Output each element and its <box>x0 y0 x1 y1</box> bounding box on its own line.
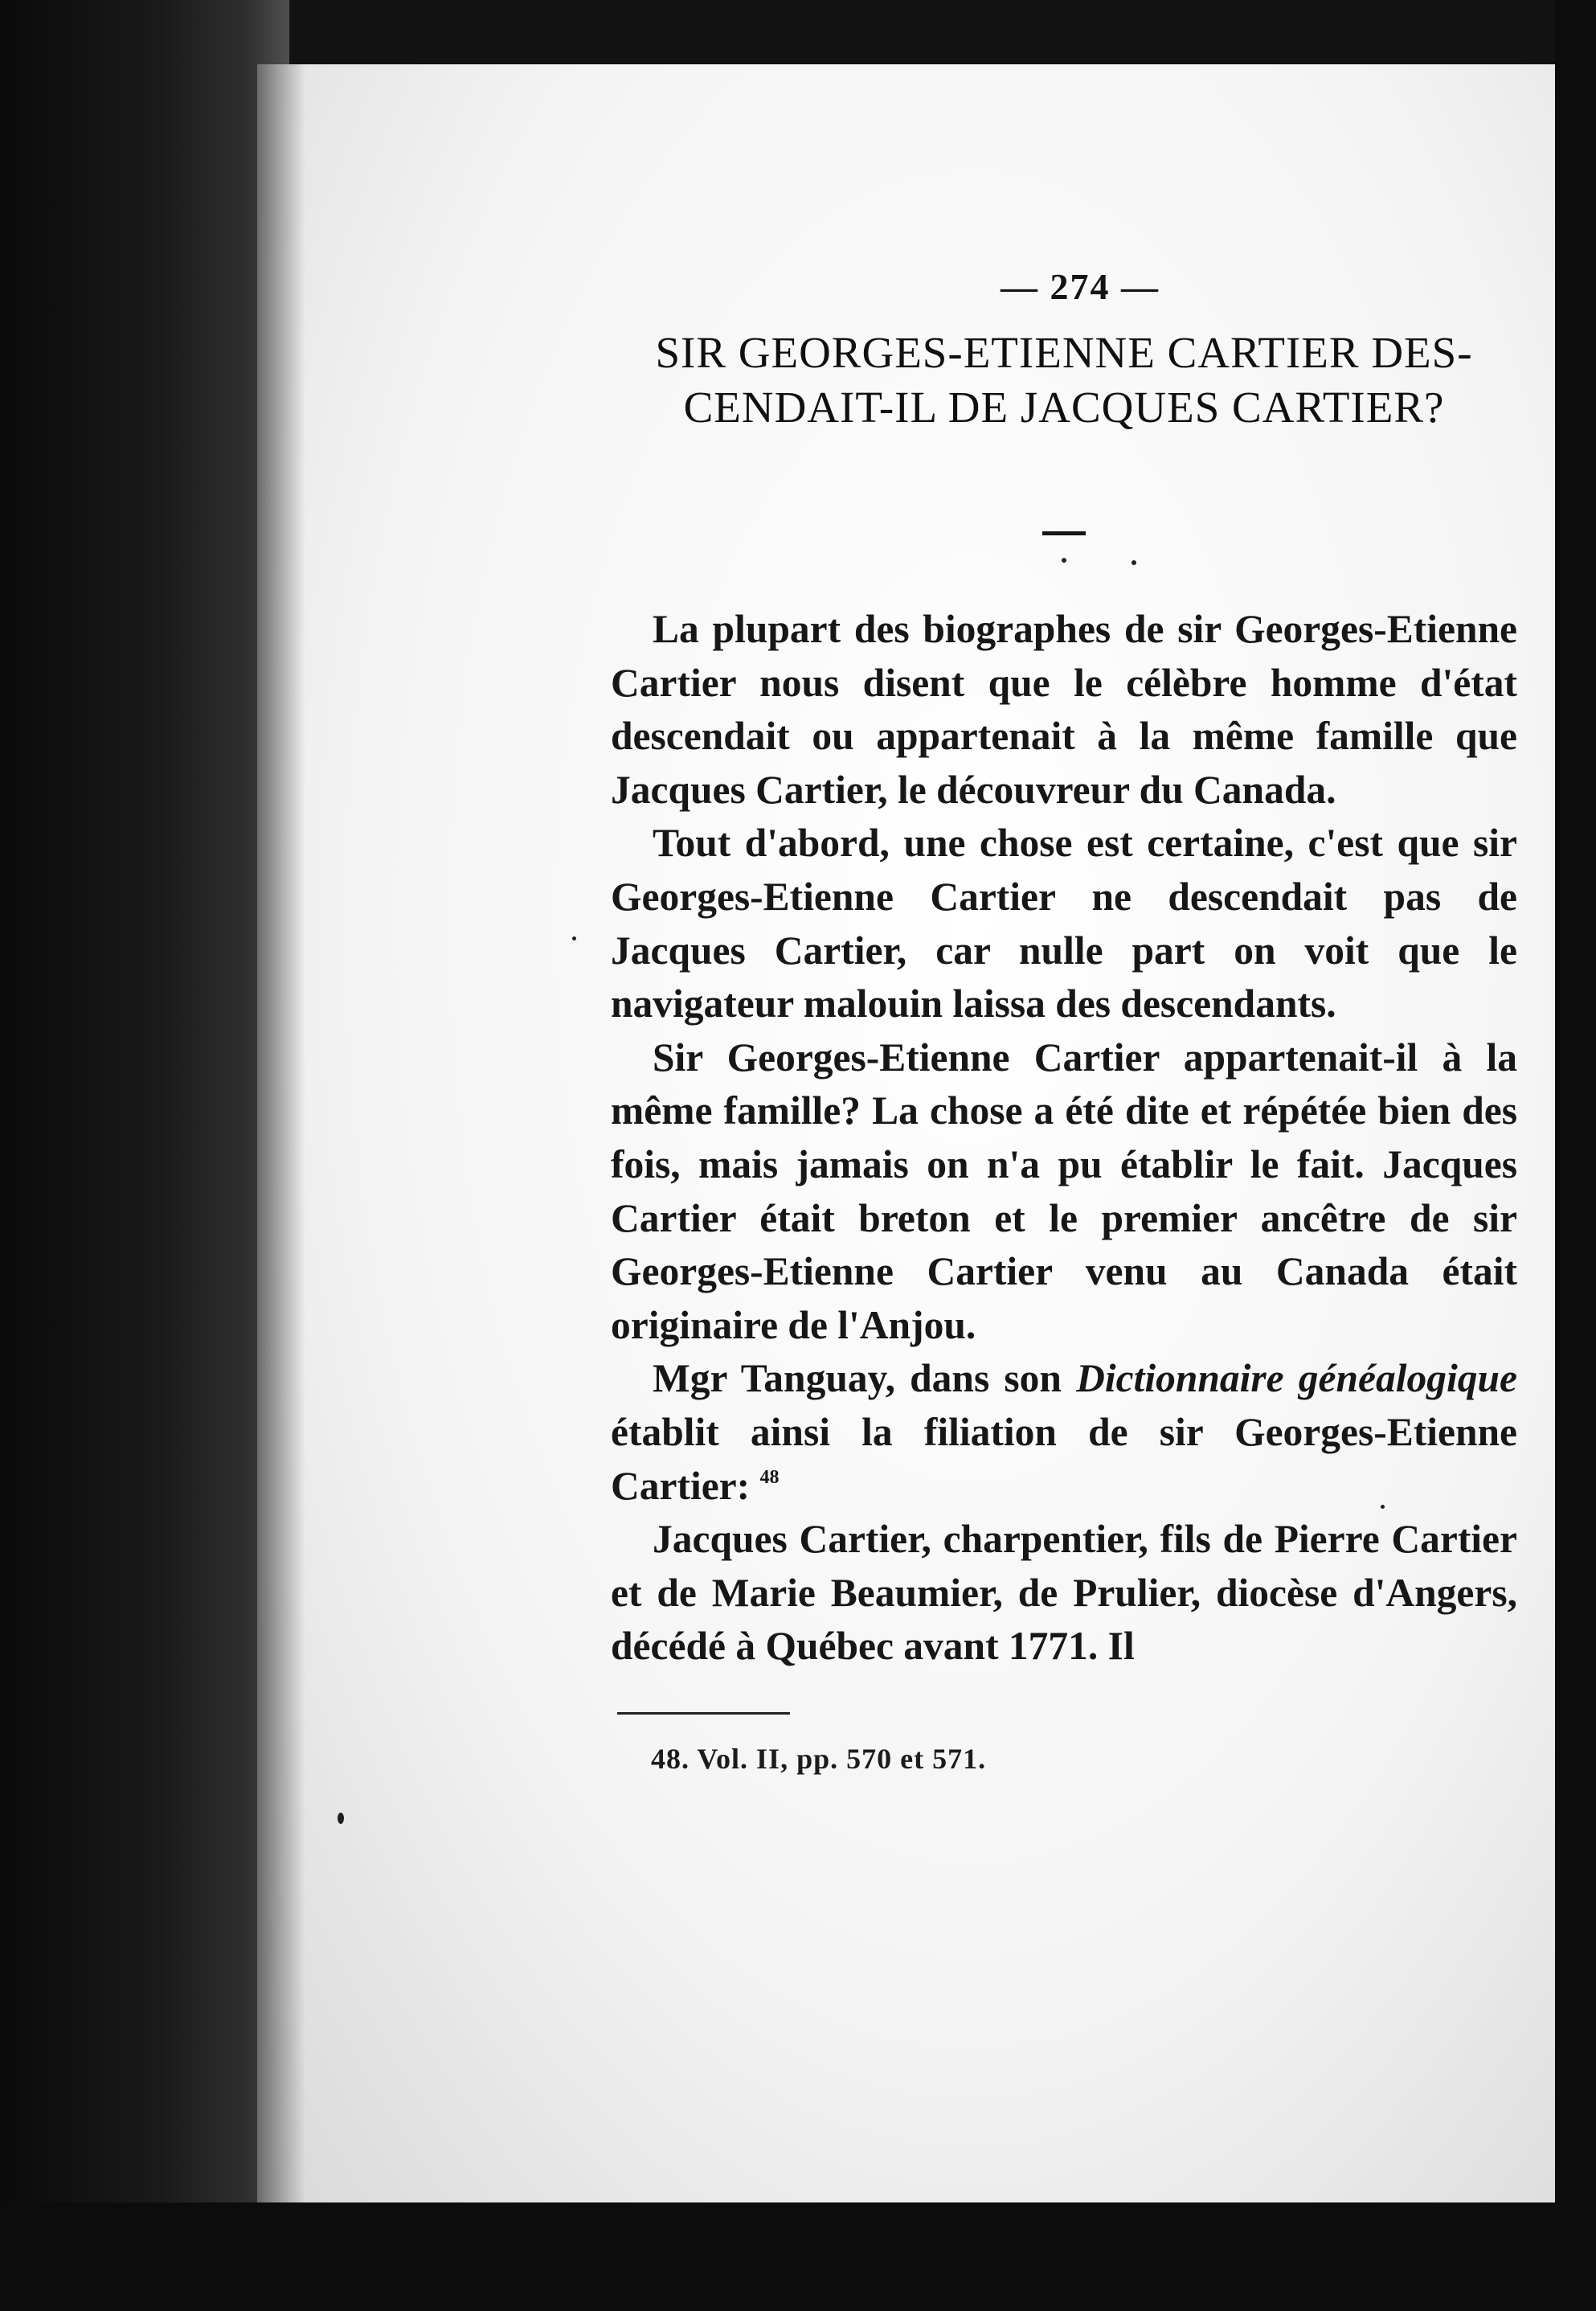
footnote-reference: 48 <box>759 1466 780 1488</box>
page-number: — 274 — <box>1001 266 1160 307</box>
paragraph: Tout d'abord, une chose est certaine, c'est que sir Georges-Etienne Cartier ne descendait pas de Jacques Cartier, car nulle part on voit que le navigateur malouin laissa des descendants. <box>611 821 1517 1026</box>
scan-speck <box>338 1813 344 1824</box>
paragraph <box>611 1352 1517 1513</box>
chapter-title-line-1: SIR GEORGES-ETIENNE CARTIER DES- <box>655 328 1473 377</box>
footnote-rule <box>617 1712 790 1715</box>
paragraph: La plupart des biographes de sir Georges-Etienne Cartier nous disent que le célèbre homme d'état descendait ou appartenait à la même famille que Jacques Cartier, le découvreur du Canada. <box>611 607 1517 812</box>
paragraph: Sir Georges-Etienne Cartier appartenait-il à la même famille? La chose a été dite et répétée bien des fois, mais jamais on n'a pu établir le fait. Jacques Cartier était breton et le premier ancêtre de sir Georges-Etienne Cartier venu au Canada était originaire de l'Anjou. <box>611 1035 1517 1347</box>
title-separator-dot <box>1062 558 1066 563</box>
body-text <box>611 603 1517 1674</box>
scan-left-margin <box>0 0 289 2311</box>
scan-bottom-margin <box>0 2202 1596 2311</box>
footnote: 48. Vol. II, pp. 570 et 571. <box>651 1742 987 1775</box>
paragraph-text: établit ainsi la filiation de sir Georges-Etienne Cartier: <box>611 1409 1517 1508</box>
paragraph-text: Mgr Tanguay, dans son <box>653 1356 1077 1401</box>
title-separator-dash <box>1042 531 1086 535</box>
paragraph: Jacques Cartier, charpentier, fils de Pierre Cartier et de Marie Beaumier, de Prulier, diocèse d'Angers, décédé à Québec avant 1771. Il <box>611 1517 1517 1669</box>
scan-right-margin <box>1555 0 1596 2311</box>
chapter-title <box>611 326 1517 435</box>
page-gutter-shadow <box>257 64 305 2207</box>
page-content <box>611 265 1517 1776</box>
chapter-title-line-2: CENDAIT-IL DE JACQUES CARTIER? <box>683 383 1445 432</box>
scan-speck <box>572 936 576 940</box>
book-title: Dictionnaire généalogique <box>1076 1356 1518 1401</box>
